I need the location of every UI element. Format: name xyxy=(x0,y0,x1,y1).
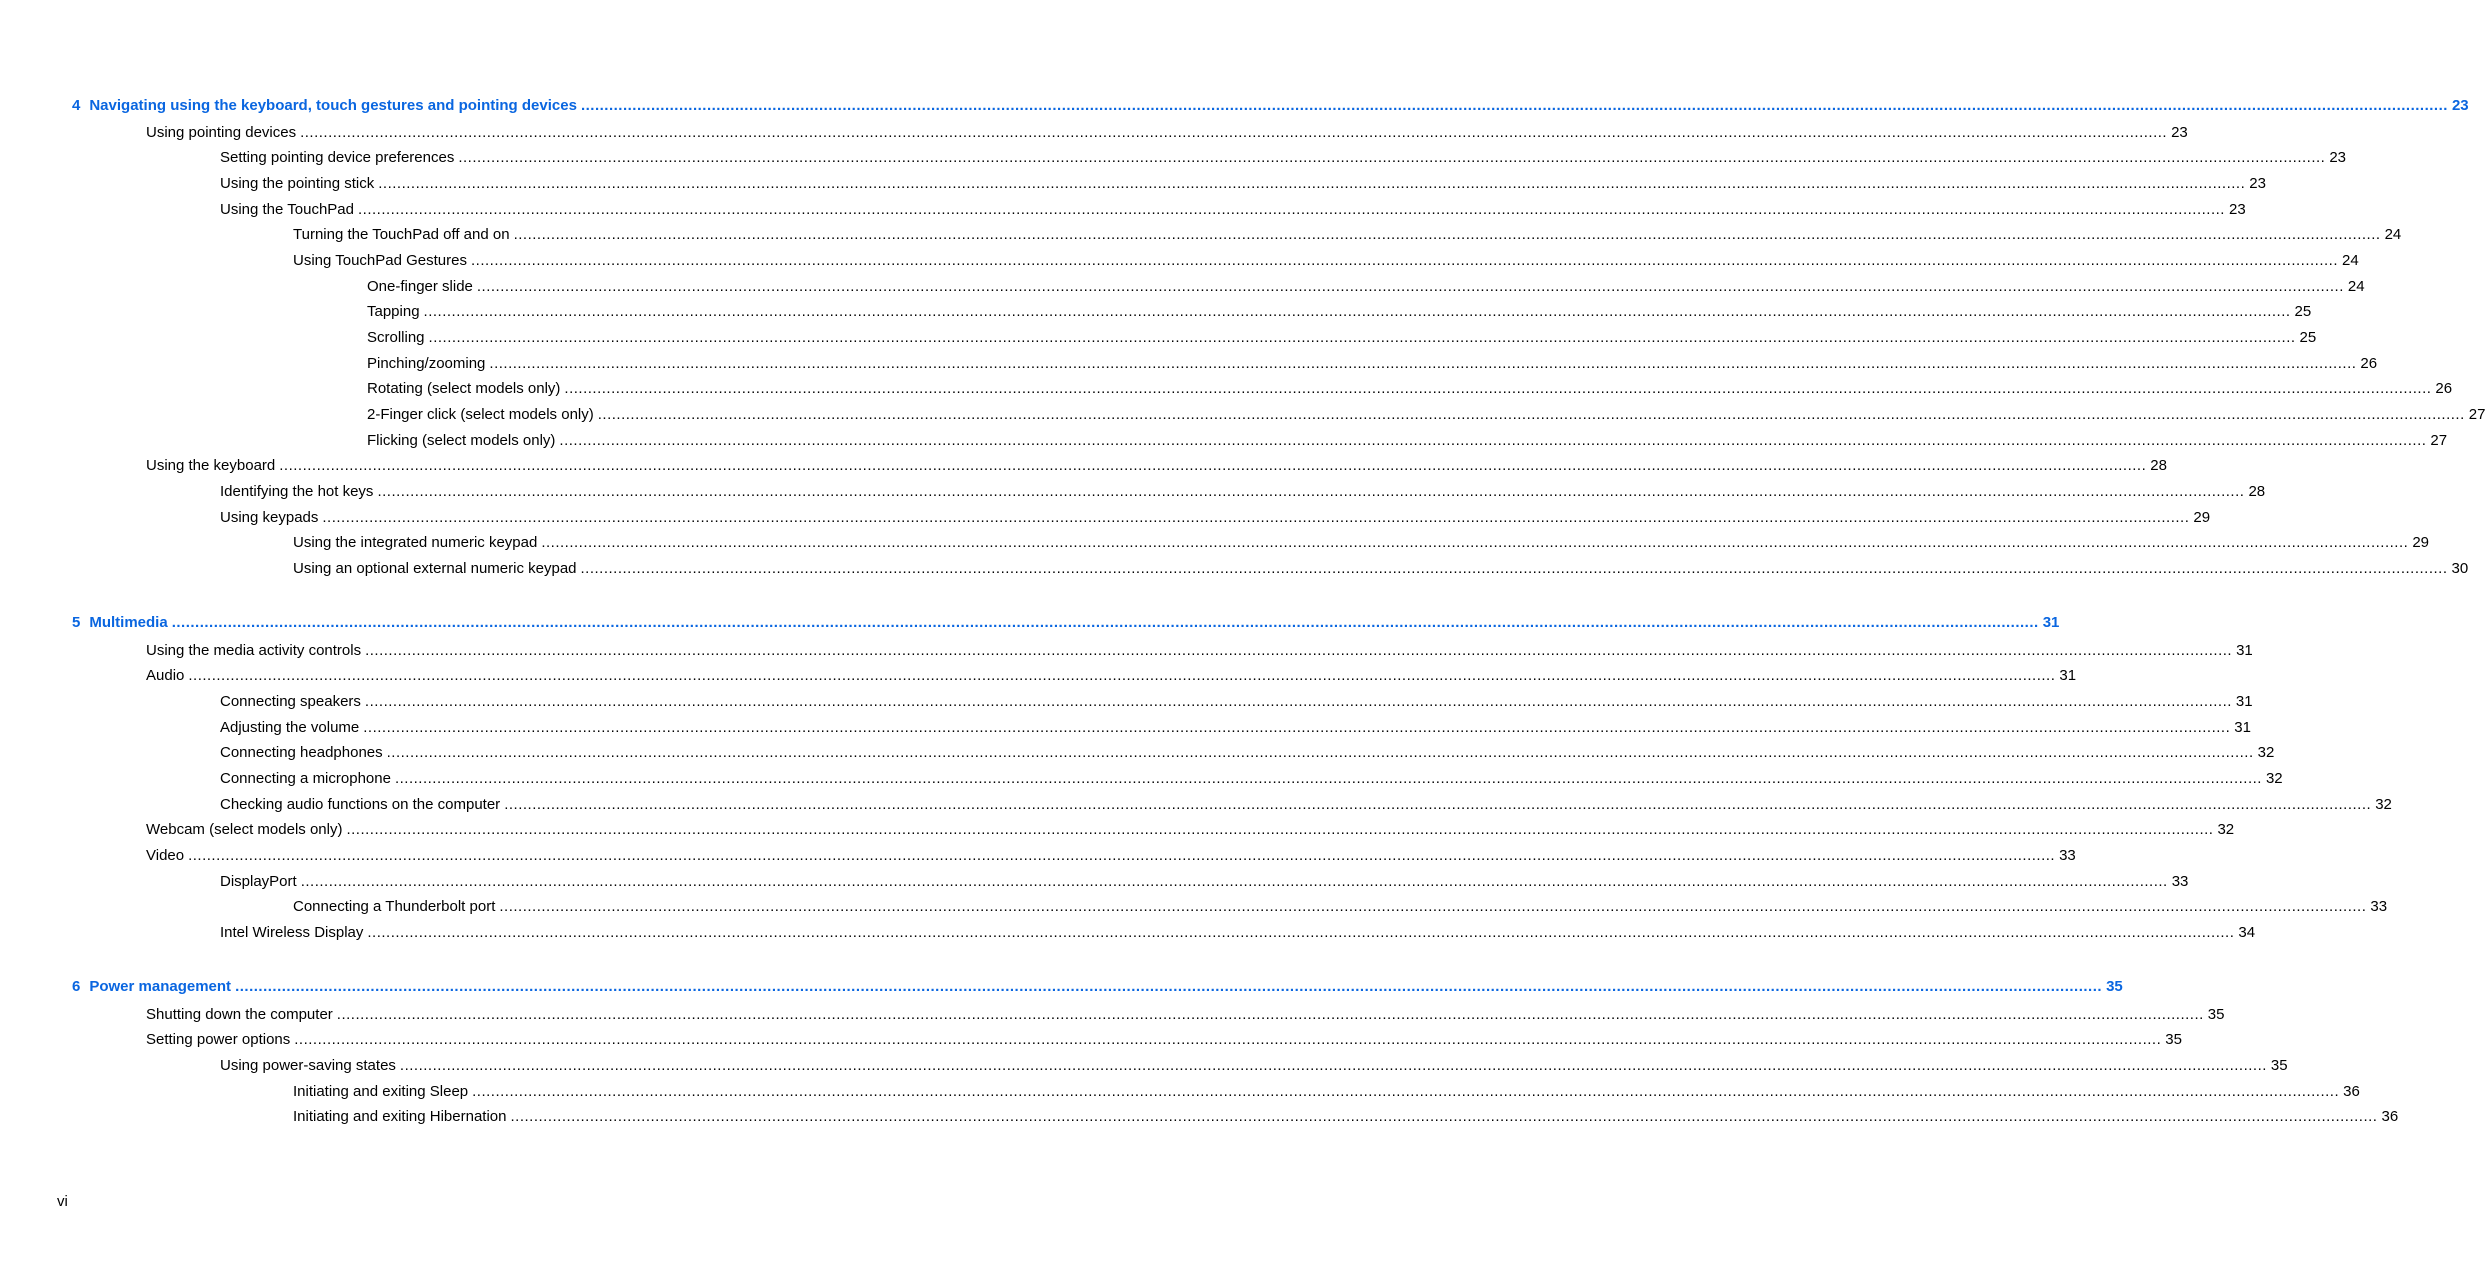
toc-entry[interactable] xyxy=(367,327,2317,349)
toc-entry-text: Setting power options xyxy=(146,1031,291,1048)
toc-entry-text: Using the media activity controls xyxy=(146,642,362,659)
toc-entry[interactable] xyxy=(220,507,2211,529)
toc-page-number: 26 xyxy=(2435,380,2453,397)
toc-page-number: 27 xyxy=(2468,406,2485,423)
toc-page-number: 31 xyxy=(2059,667,2077,684)
toc-entry-text: Intel Wireless Display xyxy=(220,924,364,941)
dot-leader: ................................................................................................................................................................................................................................................................................................................................................................................................................ xyxy=(394,770,2262,787)
dot-leader: ................................................................................................................................................................................................................................................................................................................................................................................................................ xyxy=(476,278,2344,295)
dot-leader: ................................................................................................................................................................................................................................................................................................................................................................................................................ xyxy=(597,406,2465,423)
toc-entry-text: Using the integrated numeric keypad xyxy=(293,534,538,551)
dot-leader: ................................................................................................................................................................................................................................................................................................................................................................................................................ xyxy=(364,693,2232,710)
toc-page-number: 23 xyxy=(2329,149,2347,166)
dot-leader: ................................................................................................................................................................................................................................................................................................................................................................................................................ xyxy=(510,1108,2378,1125)
toc-entry-text: Setting pointing device preferences xyxy=(220,149,455,166)
dot-leader: ................................................................................................................................................................................................................................................................................................................................................................................................................ xyxy=(541,534,2409,551)
toc-entry[interactable] xyxy=(220,691,2253,713)
toc-entry-text: Identifying the hot keys xyxy=(220,483,374,500)
dot-leader: ................................................................................................................................................................................................................................................................................................................................................................................................................ xyxy=(188,847,2056,864)
toc-page-number: 32 xyxy=(2257,744,2275,761)
toc-entry-title xyxy=(146,819,346,841)
toc-entry[interactable] xyxy=(293,896,2388,918)
page-number: vi xyxy=(57,1193,68,1210)
dot-leader: ................................................................................................................................................................................................................................................................................................................................................................................................................ xyxy=(472,1083,2340,1100)
toc-page-number: 36 xyxy=(2343,1083,2360,1100)
toc-entry[interactable] xyxy=(220,768,2283,790)
toc-entry[interactable] xyxy=(146,845,2076,867)
toc-entry-text: Using the pointing stick xyxy=(220,175,375,192)
toc-entry-title xyxy=(72,976,235,998)
dot-leader: ................................................................................................................................................................................................................................................................................................................................................................................................................ xyxy=(580,97,2448,114)
toc-entry-title xyxy=(220,794,504,816)
toc-entry-title xyxy=(146,455,279,477)
dot-leader: ................................................................................................................................................................................................................................................................................................................................................................................................................ xyxy=(367,924,2235,941)
toc-chapter-entry[interactable] xyxy=(72,612,2060,634)
toc-page-number: 23 xyxy=(2249,175,2266,192)
toc-page-number: 24 xyxy=(2342,252,2359,269)
toc-page-number: 24 xyxy=(2384,226,2402,243)
toc-page-number: 33 xyxy=(2370,898,2388,915)
toc-page-number: 32 xyxy=(2265,770,2283,787)
toc-page-number: 33 xyxy=(2059,847,2076,864)
toc-entry-title xyxy=(367,276,477,298)
toc-chapter-entry[interactable] xyxy=(72,95,2469,117)
toc-entry-title xyxy=(293,224,514,246)
toc-page-number: 35 xyxy=(2165,1031,2182,1048)
dot-leader: ................................................................................................................................................................................................................................................................................................................................................................................................................ xyxy=(294,1031,2162,1048)
toc-page-number: 35 xyxy=(2106,978,2123,995)
toc-entry-title xyxy=(146,122,300,144)
toc-entry[interactable] xyxy=(293,1106,2399,1128)
toc-page-number: 28 xyxy=(2248,483,2266,500)
toc-entry[interactable] xyxy=(146,819,2235,841)
toc-page-number: 35 xyxy=(2207,1006,2225,1023)
toc-entry-text: Connecting speakers xyxy=(220,693,361,710)
toc-entry-text: Flicking (select models only) xyxy=(367,432,556,449)
toc-entry[interactable] xyxy=(293,250,2359,272)
toc-page-number: 28 xyxy=(2150,457,2167,474)
toc-page-number: 25 xyxy=(2294,303,2312,320)
dot-leader: ................................................................................................................................................................................................................................................................................................................................................................................................................ xyxy=(235,978,2103,995)
toc-page-number: 23 xyxy=(2228,201,2246,218)
toc-entry-title xyxy=(293,1106,510,1128)
toc-chapter-entry[interactable] xyxy=(72,976,2123,998)
toc-entry[interactable] xyxy=(367,276,2365,298)
toc-entry-text: Using pointing devices xyxy=(146,124,297,141)
toc-entry[interactable] xyxy=(220,794,2392,816)
toc-entry-title xyxy=(220,922,367,944)
dot-leader: ................................................................................................................................................................................................................................................................................................................................................................................................................ xyxy=(188,667,2056,684)
toc-entry-text: Multimedia xyxy=(89,614,168,631)
toc-entry-text: Initiating and exiting Hibernation xyxy=(293,1108,507,1125)
toc-entry-text: Connecting a Thunderbolt port xyxy=(293,898,496,915)
toc-page-number: 34 xyxy=(2238,924,2256,941)
toc-page-number: 29 xyxy=(2412,534,2429,551)
toc-entry-text: Using an optional external numeric keypad xyxy=(293,560,577,577)
toc-entry-title xyxy=(293,250,471,272)
toc-entry-text: Power management xyxy=(89,978,232,995)
toc-entry-text: Using the TouchPad xyxy=(220,201,354,218)
toc-entry-title xyxy=(146,1029,294,1051)
toc-entry-text: Connecting a microphone xyxy=(220,770,391,787)
dot-leader: ................................................................................................................................................................................................................................................................................................................................................................................................................ xyxy=(504,796,2372,813)
toc-entry-text: Using power-saving states xyxy=(220,1057,396,1074)
toc-entry-title xyxy=(367,327,429,349)
toc-entry-title xyxy=(367,404,598,426)
toc-entry-title xyxy=(293,532,541,554)
dot-leader: ................................................................................................................................................................................................................................................................................................................................................................................................................ xyxy=(564,380,2432,397)
toc-page-number: 33 xyxy=(2171,873,2189,890)
toc-entry-text: Turning the TouchPad off and on xyxy=(293,226,510,243)
toc-entry[interactable] xyxy=(367,301,2312,323)
toc-page-number: 32 xyxy=(2375,796,2392,813)
toc-entry-text: Initiating and exiting Sleep xyxy=(293,1083,469,1100)
toc-chapter-number: 6 xyxy=(72,978,81,995)
toc-entry[interactable] xyxy=(293,558,2469,580)
toc-entry-text: DisplayPort xyxy=(220,873,297,890)
toc-page-number: 26 xyxy=(2360,355,2378,372)
dot-leader: ................................................................................................................................................................................................................................................................................................................................................................................................................ xyxy=(346,821,2214,838)
toc-entry[interactable] xyxy=(220,173,2266,195)
toc-entry[interactable] xyxy=(293,1081,2360,1103)
toc-entry[interactable] xyxy=(293,532,2429,554)
toc-entry-title xyxy=(367,353,489,375)
toc-entry[interactable] xyxy=(146,122,2188,144)
toc-entry[interactable] xyxy=(367,378,2453,400)
toc-entry-text: Webcam (select models only) xyxy=(146,821,343,838)
toc-entry-title xyxy=(293,558,581,580)
dot-leader: ................................................................................................................................................................................................................................................................................................................................................................................................................ xyxy=(513,226,2381,243)
dot-leader: ................................................................................................................................................................................................................................................................................................................................................................................................................ xyxy=(378,175,2246,192)
toc-entry-text: Connecting headphones xyxy=(220,744,383,761)
toc-entry[interactable] xyxy=(367,430,2448,452)
toc-page-number: 31 xyxy=(2042,614,2060,631)
toc-entry[interactable] xyxy=(367,404,2485,426)
toc-entry-text: Using the keyboard xyxy=(146,457,276,474)
toc-entry-title xyxy=(220,742,387,764)
toc-entry-text: Scrolling xyxy=(367,329,425,346)
toc-entry-text: Navigating using the keyboard, touch gestures and pointing devices xyxy=(89,97,577,114)
toc-entry-text: Tapping xyxy=(367,303,420,320)
toc-entry[interactable] xyxy=(146,455,2167,477)
toc-entry[interactable] xyxy=(220,199,2246,221)
dot-leader: ................................................................................................................................................................................................................................................................................................................................................................................................................ xyxy=(365,642,2233,659)
toc-entry[interactable] xyxy=(146,665,2077,687)
dot-leader: ................................................................................................................................................................................................................................................................................................................................................................................................................ xyxy=(399,1057,2267,1074)
toc-entry[interactable] xyxy=(146,640,2253,662)
dot-leader: ................................................................................................................................................................................................................................................................................................................................................................................................................ xyxy=(559,432,2427,449)
dot-leader: ................................................................................................................................................................................................................................................................................................................................................................................................................ xyxy=(279,457,2147,474)
toc-entry-title xyxy=(293,896,499,918)
dot-leader: ................................................................................................................................................................................................................................................................................................................................................................................................................ xyxy=(363,719,2231,736)
toc-chapter-number: 5 xyxy=(72,614,81,631)
toc-entry[interactable] xyxy=(220,481,2266,503)
toc-entry-title xyxy=(220,717,363,739)
toc-entry-text: Adjusting the volume xyxy=(220,719,360,736)
toc-page-number: 32 xyxy=(2217,821,2235,838)
toc-entry[interactable] xyxy=(146,1029,2182,1051)
toc-entry-title xyxy=(367,301,424,323)
toc-entry-title xyxy=(367,378,564,400)
dot-leader: ................................................................................................................................................................................................................................................................................................................................................................................................................ xyxy=(386,744,2254,761)
toc-entry-text: One-finger slide xyxy=(367,278,473,295)
dot-leader: ................................................................................................................................................................................................................................................................................................................................................................................................................ xyxy=(322,509,2190,526)
dot-leader: ................................................................................................................................................................................................................................................................................................................................................................................................................ xyxy=(377,483,2245,500)
toc-entry-title xyxy=(146,665,188,687)
toc-entry-text: Using keypads xyxy=(220,509,319,526)
toc-entry[interactable] xyxy=(220,742,2275,764)
toc-entry-text: Video xyxy=(146,847,185,864)
toc-entry-title xyxy=(220,1055,400,1077)
toc-entry[interactable] xyxy=(220,147,2347,169)
dot-leader: ................................................................................................................................................................................................................................................................................................................................................................................................................ xyxy=(423,303,2291,320)
toc-page-number: 25 xyxy=(2299,329,2317,346)
toc-page-number: 31 xyxy=(2236,642,2253,659)
toc-page-number: 36 xyxy=(2381,1108,2399,1125)
toc-entry-text: Rotating (select models only) xyxy=(367,380,561,397)
toc-entry-text: Pinching/zooming xyxy=(367,355,486,372)
toc-entry-title xyxy=(72,95,581,117)
toc-entry-title xyxy=(72,612,172,634)
toc-page-number: 27 xyxy=(2430,432,2448,449)
toc-page-number: 29 xyxy=(2193,509,2211,526)
toc-entry-title xyxy=(220,173,378,195)
toc-entry-title xyxy=(220,691,365,713)
dot-leader: ................................................................................................................................................................................................................................................................................................................................................................................................................ xyxy=(580,560,2448,577)
toc-page-number: 30 xyxy=(2451,560,2469,577)
toc-page-number: 23 xyxy=(2451,97,2469,114)
dot-leader: ................................................................................................................................................................................................................................................................................................................................................................................................................ xyxy=(428,329,2296,346)
toc-entry-title xyxy=(220,481,377,503)
toc-page-number: 23 xyxy=(2171,124,2188,141)
toc-entry-title xyxy=(220,871,301,893)
dot-leader: ................................................................................................................................................................................................................................................................................................................................................................................................................ xyxy=(336,1006,2204,1023)
dot-leader: ................................................................................................................................................................................................................................................................................................................................................................................................................ xyxy=(489,355,2357,372)
toc-page-number: 24 xyxy=(2347,278,2365,295)
toc-entry-title xyxy=(220,199,358,221)
dot-leader: ................................................................................................................................................................................................................................................................................................................................................................................................................ xyxy=(357,201,2225,218)
dot-leader: ................................................................................................................................................................................................................................................................................................................................................................................................................ xyxy=(300,124,2168,141)
dot-leader: ................................................................................................................................................................................................................................................................................................................................................................................................................ xyxy=(300,873,2168,890)
toc-entry-title xyxy=(146,1004,337,1026)
toc-entry[interactable] xyxy=(293,224,2402,246)
toc-entry-title xyxy=(220,147,458,169)
toc-entry-title xyxy=(146,845,188,867)
toc-entry-text: Shutting down the computer xyxy=(146,1006,333,1023)
toc-entry[interactable] xyxy=(220,1055,2288,1077)
toc-chapter-number: 4 xyxy=(72,97,81,114)
dot-leader: ................................................................................................................................................................................................................................................................................................................................................................................................................ xyxy=(171,614,2039,631)
toc-entry[interactable] xyxy=(220,717,2251,739)
toc-page-number: 31 xyxy=(2235,693,2253,710)
toc-entry-title xyxy=(220,507,322,529)
toc-entry-text: Audio xyxy=(146,667,185,684)
dot-leader: ................................................................................................................................................................................................................................................................................................................................................................................................................ xyxy=(458,149,2326,166)
toc-entry-title xyxy=(220,768,395,790)
toc-entry-text: 2-Finger click (select models only) xyxy=(367,406,594,423)
toc-entry-title xyxy=(367,430,559,452)
toc-entry-text: Using TouchPad Gestures xyxy=(293,252,467,269)
toc-entry[interactable] xyxy=(367,353,2378,375)
toc-entry[interactable] xyxy=(220,871,2189,893)
toc-entry[interactable] xyxy=(146,1004,2225,1026)
toc-entry-title xyxy=(293,1081,472,1103)
toc-entry-title xyxy=(146,640,365,662)
dot-leader: ................................................................................................................................................................................................................................................................................................................................................................................................................ xyxy=(471,252,2338,269)
toc-entry[interactable] xyxy=(220,922,2256,944)
toc-page-number: 31 xyxy=(2234,719,2251,736)
toc-entry-text: Checking audio functions on the computer xyxy=(220,796,501,813)
dot-leader: ................................................................................................................................................................................................................................................................................................................................................................................................................ xyxy=(499,898,2367,915)
toc-page-number: 35 xyxy=(2270,1057,2288,1074)
